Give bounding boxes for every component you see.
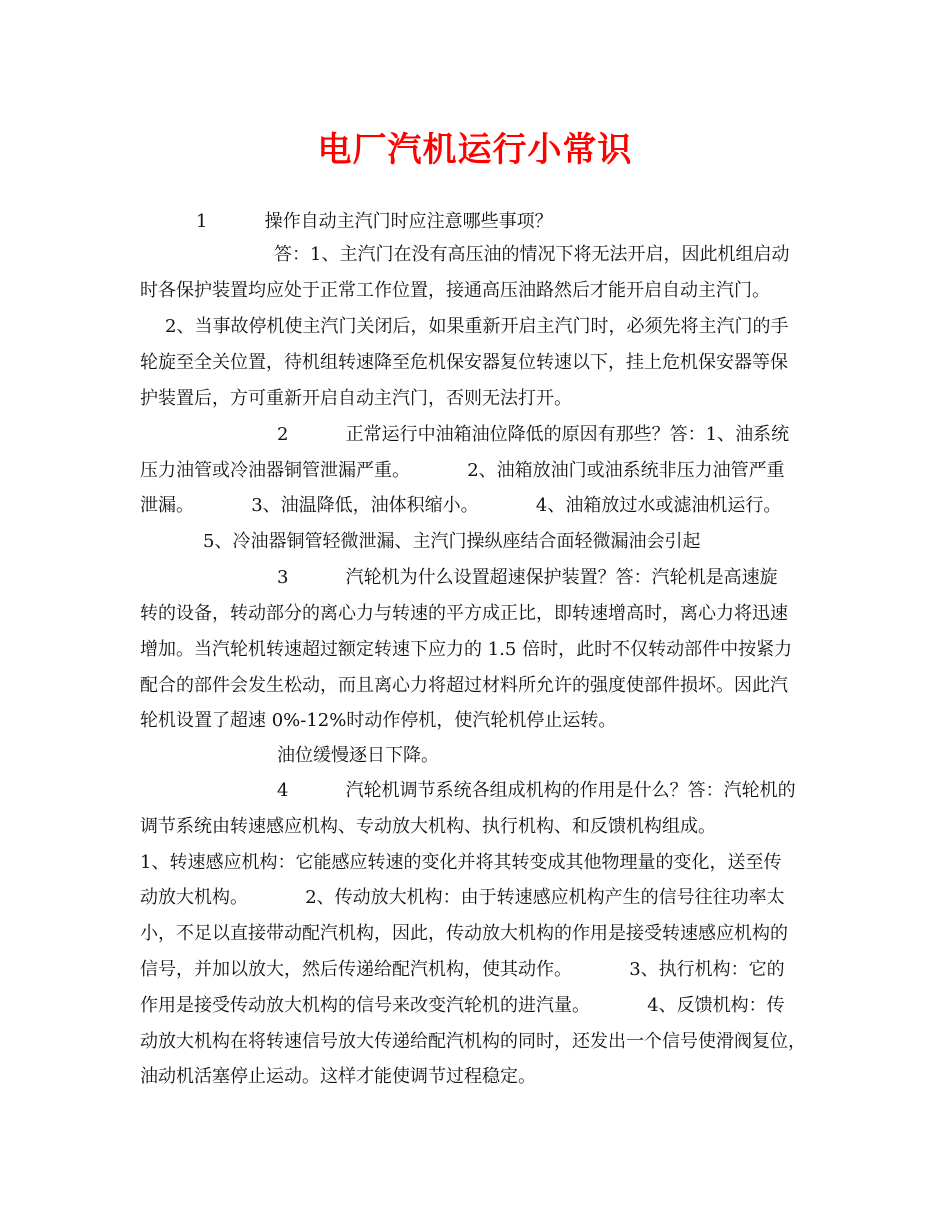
text-line: 作用是接受传动放大机构的信号来改变汽轮机的进汽量。 4、反馈机构：传 [140,995,785,1016]
text-line: 调节系统由转速感应机构、专动放大机构、执行机构、和反馈机构组成。 [140,816,716,837]
text-line: 3 汽轮机为什么设置超速保护装置？答：汽轮机是高速旋 [277,567,778,588]
text-line: 1 操作自动主汽门时应注意哪些事项？ [196,211,553,232]
text-line: 动放大机构。 2、传动放大机构：由于转速感应机构产生的信号往往功率太 [140,887,785,908]
page-title: 电厂汽机运行小常识 [317,130,633,170]
text-line: 小，不足以直接带动配汽机构，因此，传动放大机构的作用是接受转速感应机构的 [140,923,788,944]
text-line: 信号，并加以放大，然后传递给配汽机构，使其动作。 3、执行机构：它的 [140,959,785,980]
text-line: 时各保护装置均应处于正常工作位置，接通高压油路然后才能开启自动主汽门。 [140,280,770,301]
text-line: 压力油管或冷油器铜管泄漏严重。 2、油箱放油门或油系统非压力油管严重 [140,460,785,481]
text-line: 答：1、主汽门在没有高压油的情况下将无法开启，因此机组启动 [274,244,790,265]
text-line: 泄漏。 3、油温降低，油体积缩小。 4、油箱放过水或滤油机运行。 [140,495,782,516]
text-line: 轮机设置了超速 0%-12%时动作停机，使汽轮机停止运转。 [140,710,617,731]
text-line: 油位缓慢逐日下降。 [277,745,439,766]
text-line: 转的设备，转动部分的离心力与转速的平方成正比，即转速增高时，离心力将迅速 [140,603,788,624]
text-line: 护装置后，方可重新开启自动主汽门，否则无法打开。 [140,388,572,409]
text-line: 油动机活塞停止运动。这样才能使调节过程稳定。 [140,1066,536,1087]
text-line: 5、冷油器铜管轻微泄漏、主汽门操纵座结合面轻微漏油会引起 [203,531,701,552]
text-line: 2、当事故停机使主汽门关闭后，如果重新开启主汽门时，必须先将主汽门的手 [165,316,789,337]
text-line: 增加。当汽轮机转速超过额定转速下应力的 1.5 倍时，此时不仅转动部件中按紧力 [140,639,793,660]
text-line: 2 正常运行中油箱油位降低的原因有那些？答：1、油系统 [277,424,790,445]
text-line: 动放大机构在将转速信号放大传递给配汽机构的同时，还发出一个信号使滑阀复位， [140,1031,806,1052]
text-line: 4 汽轮机调节系统各组成机构的作用是什么？答：汽轮机的 [277,780,796,801]
text-line: 配合的部件会发生松动，而且离心力将超过材料所允许的强度使部件损坏。因此汽 [140,675,788,696]
text-line: 轮旋至全关位置，待机组转速降至危机保安器复位转速以下，挂上危机保安器等保 [140,352,788,373]
text-line: 1、转速感应机构：它能感应转速的变化并将其转变成其他物理量的变化，送至传 [140,852,782,873]
